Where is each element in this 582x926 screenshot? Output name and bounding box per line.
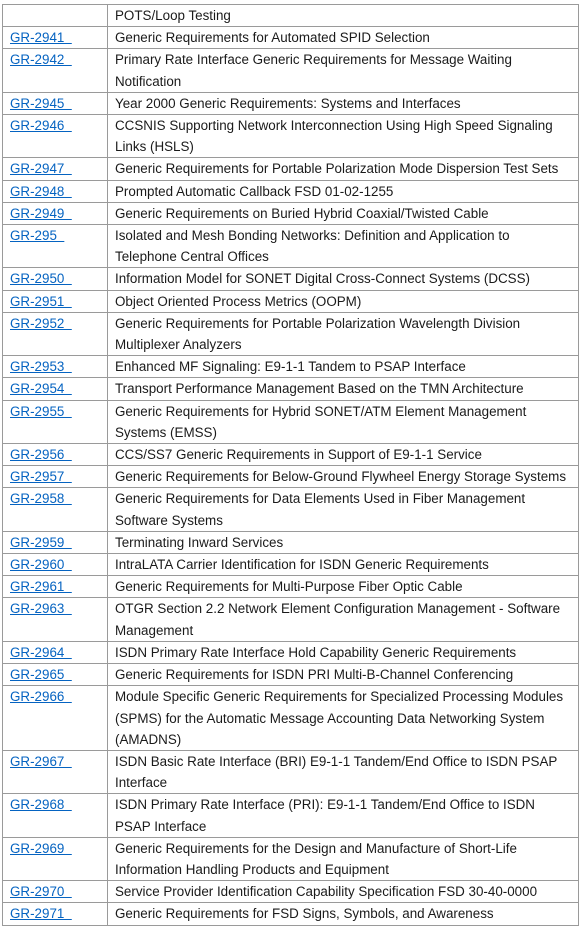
doc-id-link[interactable]: GR-2950 — [10, 271, 72, 287]
table-row — [3, 400, 579, 443]
doc-id-cell — [3, 903, 108, 925]
doc-title-cell: Prompted Automatic Callback FSD 01-02-1255 — [108, 180, 579, 202]
table-row — [3, 115, 579, 158]
table-row — [3, 202, 579, 224]
doc-id-cell — [3, 27, 108, 49]
doc-title-cell: Generic Requirements for the Design and Manufacture of Short-Life Information Handling Products and Equipment — [108, 837, 579, 880]
doc-id-cell — [3, 598, 108, 641]
doc-id-cell — [3, 750, 108, 793]
doc-title-cell: CCS/SS7 Generic Requirements in Support of E9-1-1 Service — [108, 444, 579, 466]
doc-id-cell — [3, 794, 108, 837]
table-row — [3, 378, 579, 400]
doc-id-cell — [3, 5, 108, 27]
doc-title-cell: CCSNIS Supporting Network Interconnection Using High Speed Signaling Links (HSLS) — [108, 115, 579, 158]
table-row — [3, 225, 579, 268]
doc-id-link[interactable]: GR-2948 — [10, 183, 72, 199]
doc-title-cell: Generic Requirements for FSD Signs, Symbols, and Awareness — [108, 903, 579, 925]
doc-id-cell — [3, 488, 108, 531]
doc-id-cell — [3, 664, 108, 686]
doc-id-link[interactable]: GR-2963 — [10, 601, 72, 617]
table-row — [3, 576, 579, 598]
doc-title-cell: ISDN Primary Rate Interface Hold Capability Generic Requirements — [108, 641, 579, 663]
doc-title-cell: OTGR Section 2.2 Network Element Configuration Management - Software Management — [108, 598, 579, 641]
doc-title-cell: Primary Rate Interface Generic Requirements for Message Waiting Notification — [108, 49, 579, 92]
doc-title-cell: Object Oriented Process Metrics (OOPM) — [108, 290, 579, 312]
doc-id-link[interactable]: GR-2956 — [10, 447, 72, 463]
doc-title-cell: ISDN Primary Rate Interface (PRI): E9-1-1 Tandem/End Office to ISDN PSAP Interface — [108, 794, 579, 837]
doc-id-cell — [3, 444, 108, 466]
doc-title-cell: Isolated and Mesh Bonding Networks: Definition and Application to Telephone Central Offices — [108, 225, 579, 268]
doc-title-cell: Generic Requirements for Portable Polarization Wavelength Division Multiplexer Analyzers — [108, 312, 579, 355]
table-row — [3, 268, 579, 290]
doc-id-link[interactable]: GR-2959 — [10, 534, 72, 550]
doc-id-link[interactable]: GR-2966 — [10, 689, 72, 705]
doc-title-cell: Generic Requirements for Data Elements Used in Fiber Management Software Systems — [108, 488, 579, 531]
table-row — [3, 290, 579, 312]
doc-id-cell — [3, 312, 108, 355]
doc-title-cell: POTS/Loop Testing — [108, 5, 579, 27]
doc-id-link[interactable]: GR-2964 — [10, 644, 72, 660]
doc-id-cell — [3, 356, 108, 378]
doc-id-cell — [3, 290, 108, 312]
doc-id-cell — [3, 837, 108, 880]
doc-id-cell — [3, 115, 108, 158]
doc-title-cell: Service Provider Identification Capability Specification FSD 30-40-0000 — [108, 881, 579, 903]
doc-id-link[interactable]: GR-2946 — [10, 118, 72, 134]
doc-title-cell: Generic Requirements for Multi-Purpose Fiber Optic Cable — [108, 576, 579, 598]
doc-id-cell — [3, 49, 108, 92]
table-row — [3, 641, 579, 663]
doc-id-cell — [3, 641, 108, 663]
table-row — [3, 686, 579, 751]
doc-id-link[interactable]: GR-2967 — [10, 753, 72, 769]
doc-id-link[interactable]: GR-2965 — [10, 667, 72, 683]
doc-title-cell: Generic Requirements for Hybrid SONET/ATM Element Management Systems (EMSS) — [108, 400, 579, 443]
doc-id-link[interactable]: GR-2954 — [10, 381, 72, 397]
doc-id-link[interactable]: GR-2945 — [10, 95, 72, 111]
table-row — [3, 554, 579, 576]
table-row — [3, 664, 579, 686]
table-row — [3, 180, 579, 202]
doc-id-cell — [3, 158, 108, 180]
doc-id-cell — [3, 180, 108, 202]
doc-id-cell — [3, 531, 108, 553]
doc-id-link[interactable]: GR-2947 — [10, 161, 72, 177]
table-row — [3, 158, 579, 180]
doc-title-cell: Generic Requirements for Automated SPID Selection — [108, 27, 579, 49]
requirements-table-body — [3, 5, 579, 926]
doc-id-cell — [3, 881, 108, 903]
doc-id-link[interactable]: GR-2949 — [10, 205, 72, 221]
table-row — [3, 49, 579, 92]
table-row — [3, 794, 579, 837]
table-row — [3, 356, 579, 378]
doc-id-link[interactable]: GR-2958 — [10, 491, 72, 507]
table-row — [3, 466, 579, 488]
doc-title-cell: Enhanced MF Signaling: E9-1-1 Tandem to PSAP Interface — [108, 356, 579, 378]
doc-id-cell — [3, 225, 108, 268]
table-row — [3, 750, 579, 793]
doc-title-cell: Generic Requirements for ISDN PRI Multi-B-Channel Conferencing — [108, 664, 579, 686]
doc-title-cell: Information Model for SONET Digital Cross-Connect Systems (DCSS) — [108, 268, 579, 290]
table-row — [3, 881, 579, 903]
doc-title-cell: Generic Requirements for Below-Ground Flywheel Energy Storage Systems — [108, 466, 579, 488]
doc-title-cell: Year 2000 Generic Requirements: Systems and Interfaces — [108, 92, 579, 114]
doc-title-cell: Terminating Inward Services — [108, 531, 579, 553]
doc-id-cell — [3, 466, 108, 488]
doc-id-link[interactable]: GR-2960 — [10, 557, 72, 573]
doc-id-link[interactable]: GR-2941 — [10, 30, 72, 46]
doc-id-link[interactable]: GR-2942 — [10, 52, 72, 68]
table-row — [3, 837, 579, 880]
doc-id-link[interactable]: GR-2951 — [10, 293, 72, 309]
table-row — [3, 488, 579, 531]
doc-id-cell — [3, 400, 108, 443]
doc-id-cell — [3, 268, 108, 290]
doc-id-cell — [3, 554, 108, 576]
doc-id-link[interactable]: GR-2957 — [10, 469, 72, 485]
doc-id-link[interactable]: GR-2968 — [10, 797, 72, 813]
doc-id-cell — [3, 378, 108, 400]
table-row — [3, 5, 579, 27]
doc-id-link[interactable]: GR-2955 — [10, 403, 72, 419]
doc-title-cell: Transport Performance Management Based on the TMN Architecture — [108, 378, 579, 400]
doc-id-link[interactable]: GR-2953 — [10, 359, 72, 375]
requirements-table — [2, 4, 579, 926]
table-row — [3, 444, 579, 466]
doc-id-link[interactable]: GR-2971 — [10, 906, 72, 922]
doc-id-cell — [3, 576, 108, 598]
table-row — [3, 903, 579, 925]
doc-id-link[interactable]: GR-2970 — [10, 884, 72, 900]
doc-title-cell: ISDN Basic Rate Interface (BRI) E9-1-1 Tandem/End Office to ISDN PSAP Interface — [108, 750, 579, 793]
doc-title-cell: Generic Requirements for Portable Polarization Mode Dispersion Test Sets — [108, 158, 579, 180]
doc-id-link[interactable]: GR-295 — [10, 228, 65, 244]
doc-title-cell: IntraLATA Carrier Identification for ISDN Generic Requirements — [108, 554, 579, 576]
doc-title-cell: Module Specific Generic Requirements for Specialized Processing Modules (SPMS) for the Automatic Message Accounting Data Networking System (AMADNS) — [108, 686, 579, 751]
table-row — [3, 27, 579, 49]
doc-id-link[interactable]: GR-2952 — [10, 315, 72, 331]
table-row — [3, 92, 579, 114]
table-row — [3, 312, 579, 355]
doc-id-link[interactable]: GR-2969 — [10, 840, 72, 856]
table-row — [3, 598, 579, 641]
doc-id-cell — [3, 92, 108, 114]
doc-id-cell — [3, 202, 108, 224]
doc-id-link[interactable]: GR-2961 — [10, 579, 72, 595]
doc-id-cell — [3, 686, 108, 751]
table-row — [3, 531, 579, 553]
doc-title-cell: Generic Requirements on Buried Hybrid Coaxial/Twisted Cable — [108, 202, 579, 224]
